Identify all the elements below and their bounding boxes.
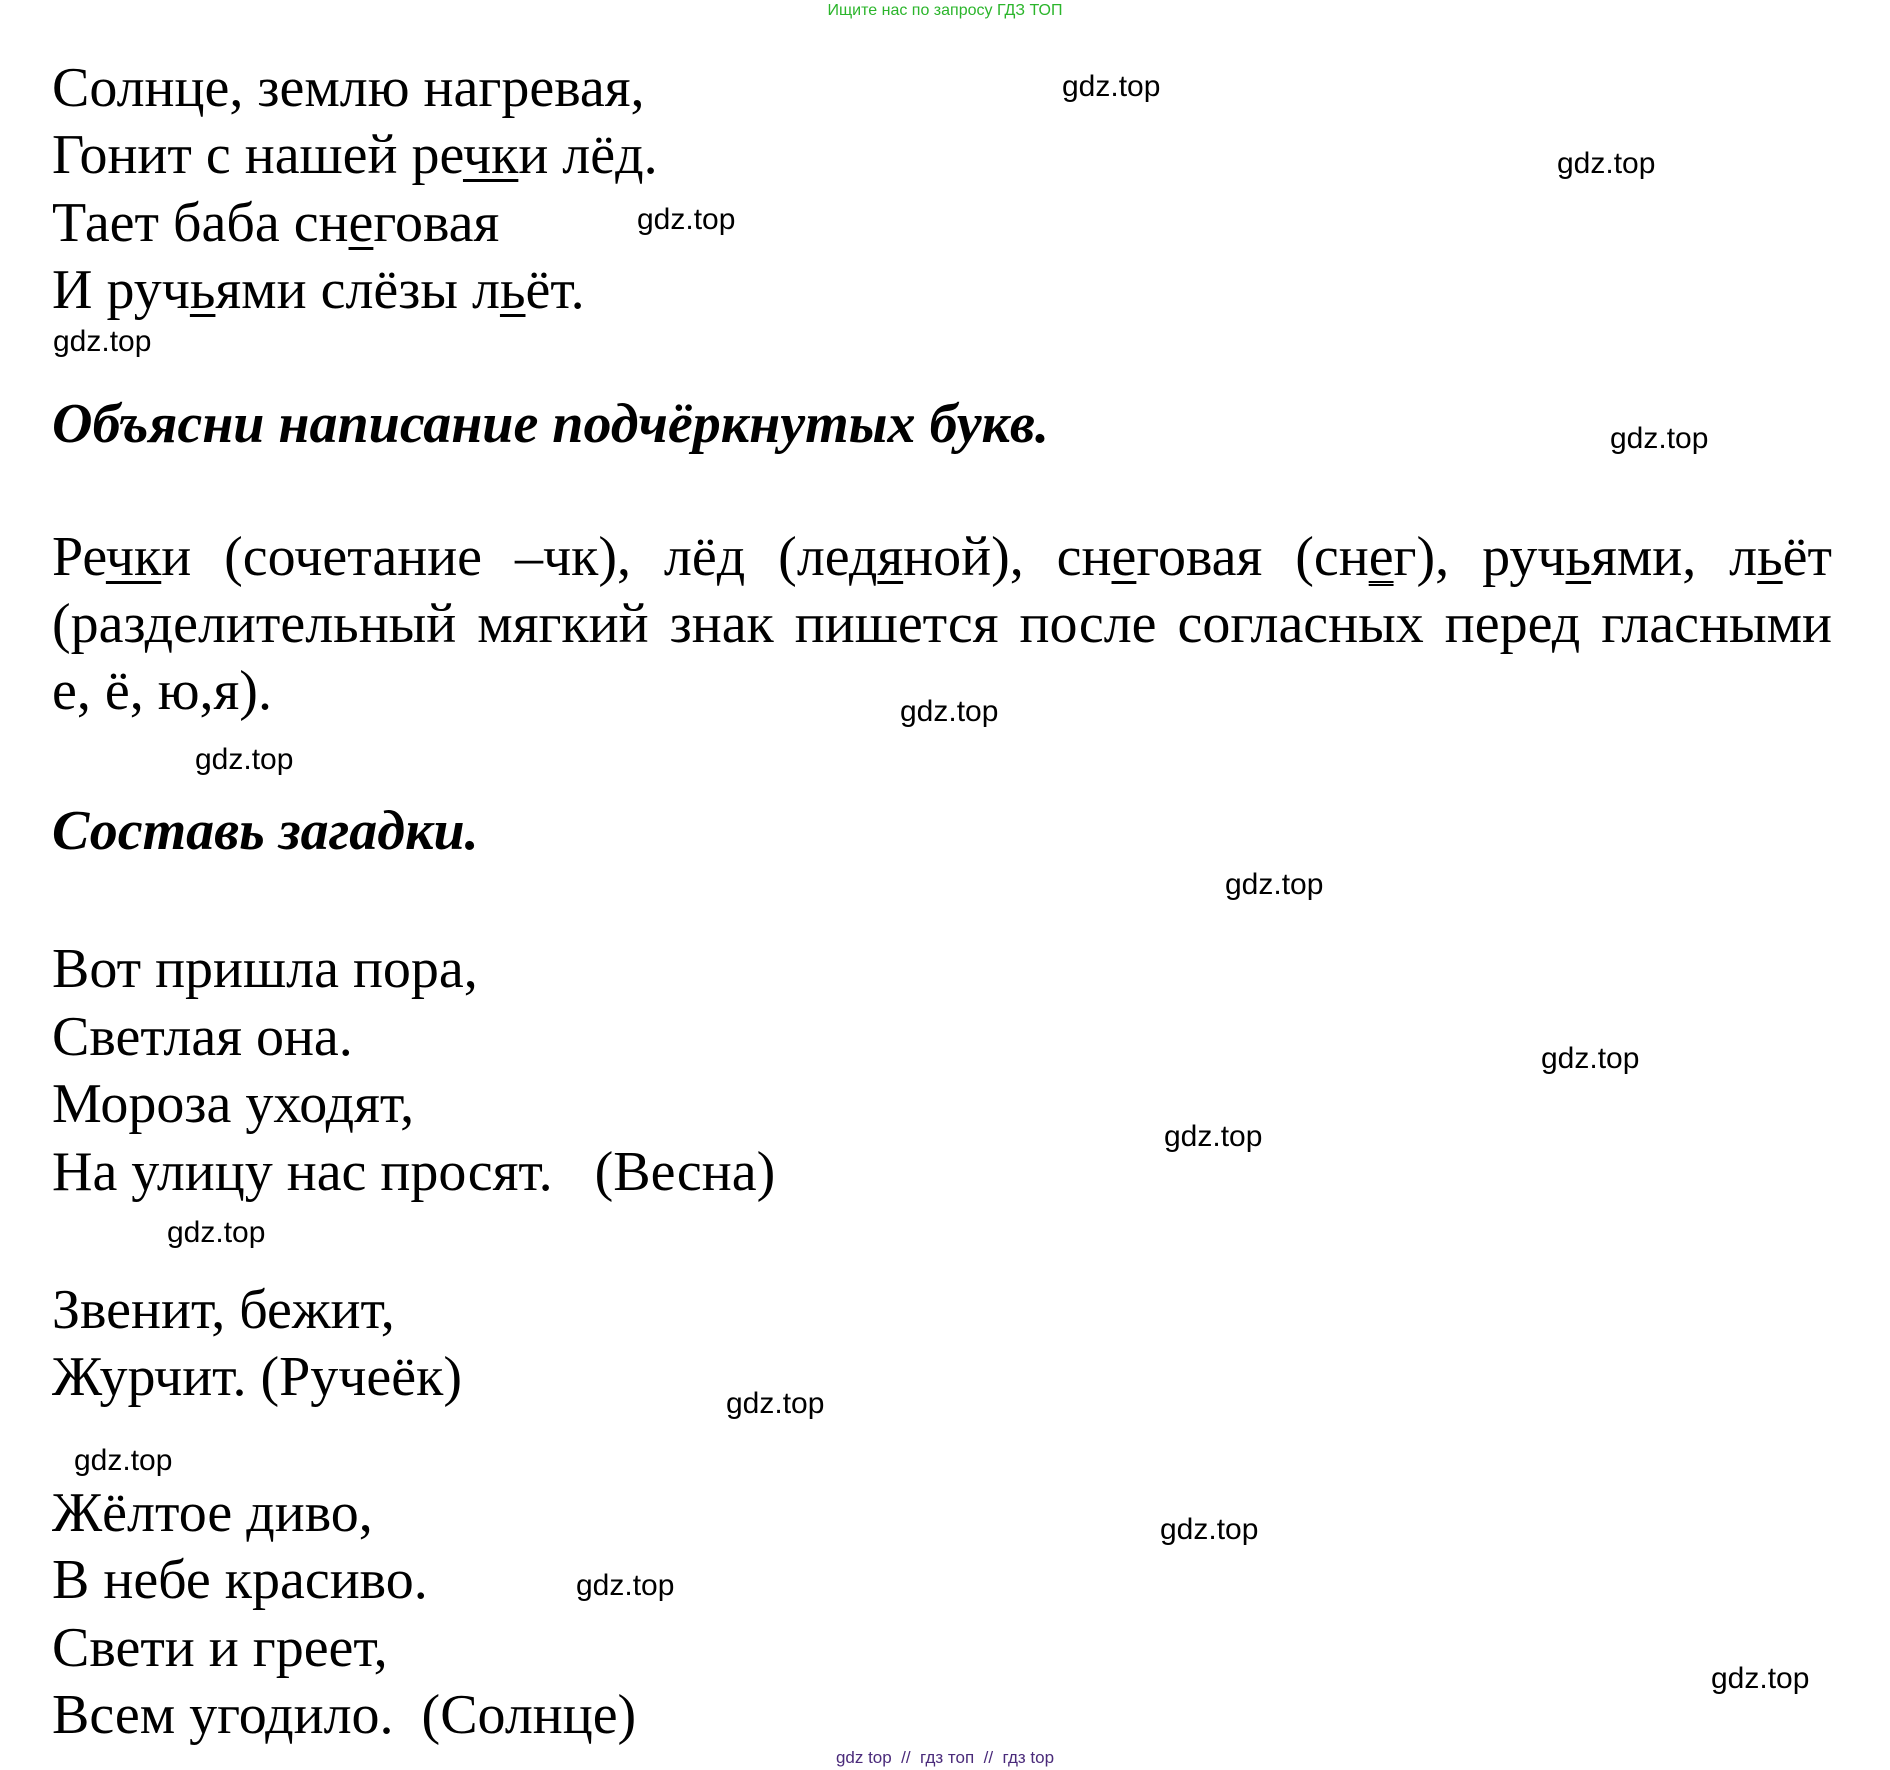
riddle2-line-1: Звенит, бежит, <box>52 1279 395 1341</box>
riddle1-line-1: Вот пришла пора, <box>52 938 478 1000</box>
riddle3-line-1: Жёлтое диво, <box>52 1482 373 1544</box>
riddle1-line-4: На улицу нас просят. (Весна) <box>52 1141 776 1203</box>
poem-line-3: Тает баба снеговая <box>52 192 500 254</box>
task-heading-explain: Объясни написание подчёркнутых букв. <box>52 393 1049 455</box>
watermark: gdz.top <box>1160 1513 1259 1546</box>
watermark: gdz.top <box>53 325 152 358</box>
riddle3-line-3: Свети и греет, <box>52 1617 388 1679</box>
watermark: gdz.top <box>74 1444 173 1477</box>
answer-paragraph: Речки (сочетание –чк), лёд (ледяной), снеговая (снег), ручьями, льёт (разделительный мягкий знак пишется после согласных перед гласными е, ё, ю,я). <box>52 526 1832 722</box>
riddle2-line-2: Журчит. (Ручеёк) <box>52 1346 462 1408</box>
poem-line-1: Солнце, землю нагревая, <box>52 57 645 119</box>
watermark: gdz.top <box>195 743 294 776</box>
riddle1-line-2: Светлая она. <box>52 1006 353 1068</box>
watermark: gdz.top <box>1610 422 1709 455</box>
poem-line-2: Гонит с нашей речки лёд. <box>52 124 658 186</box>
watermark: gdz.top <box>726 1387 825 1420</box>
watermark: gdz.top <box>1557 147 1656 180</box>
watermark: gdz.top <box>1711 1662 1810 1695</box>
riddle1-line-3: Мороза уходят, <box>52 1073 415 1135</box>
watermark: gdz.top <box>1164 1120 1263 1153</box>
watermark: gdz.top <box>1062 70 1161 103</box>
riddle3-line-2: В небе красиво. <box>52 1549 428 1611</box>
watermark: gdz.top <box>167 1216 266 1249</box>
poem-line-4: И ручьями слёзы льёт. <box>52 259 585 321</box>
top-banner: Ищите нас по запросу ГДЗ ТОП <box>827 2 1063 19</box>
watermark: gdz.top <box>576 1569 675 1602</box>
riddle3-line-4: Всем угодило. (Солнце) <box>52 1684 637 1746</box>
watermark: gdz.top <box>637 203 736 236</box>
watermark: gdz.top <box>1541 1042 1640 1075</box>
watermark: gdz.top <box>1225 868 1324 901</box>
task-heading-riddles: Составь загадки. <box>52 800 479 862</box>
footer-credits: gdz top // гдз топ // гдз top <box>835 1748 1055 1767</box>
watermark: gdz.top <box>900 695 999 728</box>
